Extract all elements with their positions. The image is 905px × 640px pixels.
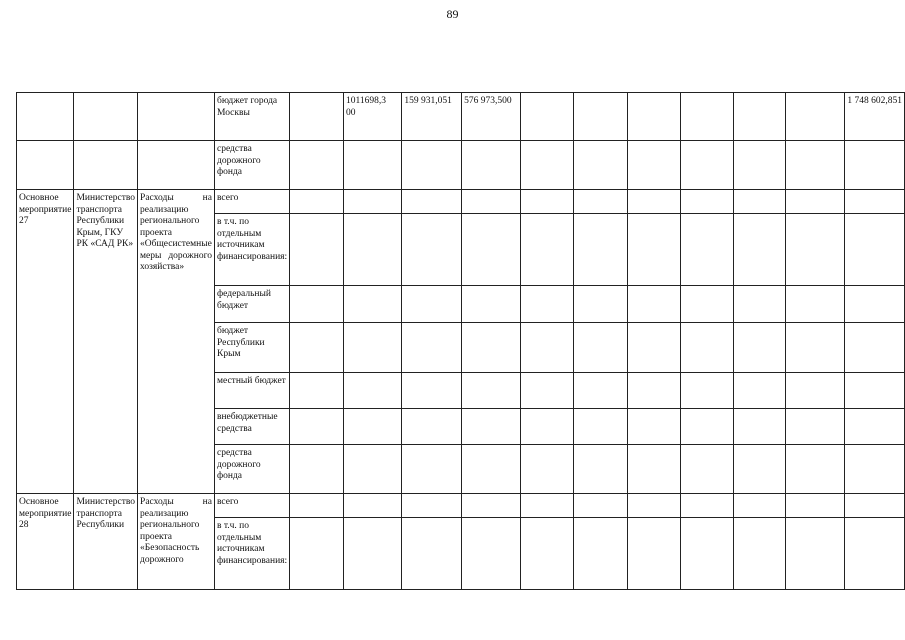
- source-cell: [214, 141, 289, 190]
- source-label: в т.ч. по отдельным источникам финансирования:: [216, 521, 288, 566]
- table-row: [17, 190, 905, 214]
- table-row: [17, 494, 905, 518]
- value-text: 1011698,300: [345, 96, 386, 118]
- source-label: в т.ч. по отдельным источникам финансирования:: [216, 217, 288, 262]
- value-cell: 159 931,051: [402, 93, 462, 141]
- executor-cell: [74, 190, 138, 494]
- value-cell: [627, 93, 680, 141]
- value-cell: [573, 93, 627, 141]
- executor-text: Министерство транспорта Республики Крым, ГКУ РК «САД РК»: [76, 193, 136, 249]
- description-cell: [138, 93, 215, 141]
- table-row: [17, 141, 905, 190]
- source-label: всего: [216, 497, 239, 507]
- source-cell: [214, 445, 289, 494]
- description-cell: [138, 494, 215, 590]
- activity-name-cell: [17, 190, 74, 494]
- description-cell: [138, 190, 215, 494]
- source-label: средства дорожного фонда: [216, 144, 261, 177]
- activity-name: Основное мероприятие 27: [19, 193, 72, 226]
- source-cell: [214, 494, 289, 518]
- source-label: бюджет города Москвы: [216, 96, 278, 118]
- source-label: средства дорожного фонда: [216, 448, 261, 481]
- value-cell: 576 973,500: [462, 93, 521, 141]
- source-label: федеральный бюджет: [216, 289, 271, 311]
- value-cell: [733, 93, 786, 141]
- total-cell: 1 748 602,851: [845, 93, 905, 141]
- source-label: бюджет Республики Крым: [216, 326, 265, 359]
- executor-cell: [74, 494, 138, 590]
- page-number: 89: [446, 7, 459, 21]
- table-row: [17, 93, 905, 141]
- activity-name-cell: [17, 494, 74, 590]
- source-cell: [214, 323, 289, 373]
- budget-table: [16, 92, 905, 590]
- value-cell: [680, 93, 733, 141]
- source-cell: [214, 214, 289, 286]
- source-cell: [214, 373, 289, 409]
- executor-text: Министерство транспорта Республики: [76, 497, 136, 530]
- source-label: всего: [216, 193, 239, 203]
- source-label: внебюджетные средства: [216, 412, 278, 434]
- source-cell: [214, 409, 289, 445]
- value-cell: [343, 93, 401, 141]
- source-label: местный бюджет: [216, 376, 286, 386]
- source-cell: [214, 93, 289, 141]
- value-cell: [290, 93, 344, 141]
- value-cell: [786, 93, 845, 141]
- description-text: Расходы на реализацию регионального проекта «Общесистемные меры дорожного хозяйства»: [140, 193, 212, 272]
- activity-name-cell: [17, 93, 74, 141]
- source-cell: [214, 518, 289, 590]
- source-cell: [214, 190, 289, 214]
- source-cell: [214, 286, 289, 323]
- executor-cell: [74, 93, 138, 141]
- description-text: Расходы на реализацию регионального проекта «Безопасность дорожного: [140, 497, 212, 565]
- value-cell: [521, 93, 574, 141]
- activity-name: Основное мероприятие 28: [19, 497, 72, 530]
